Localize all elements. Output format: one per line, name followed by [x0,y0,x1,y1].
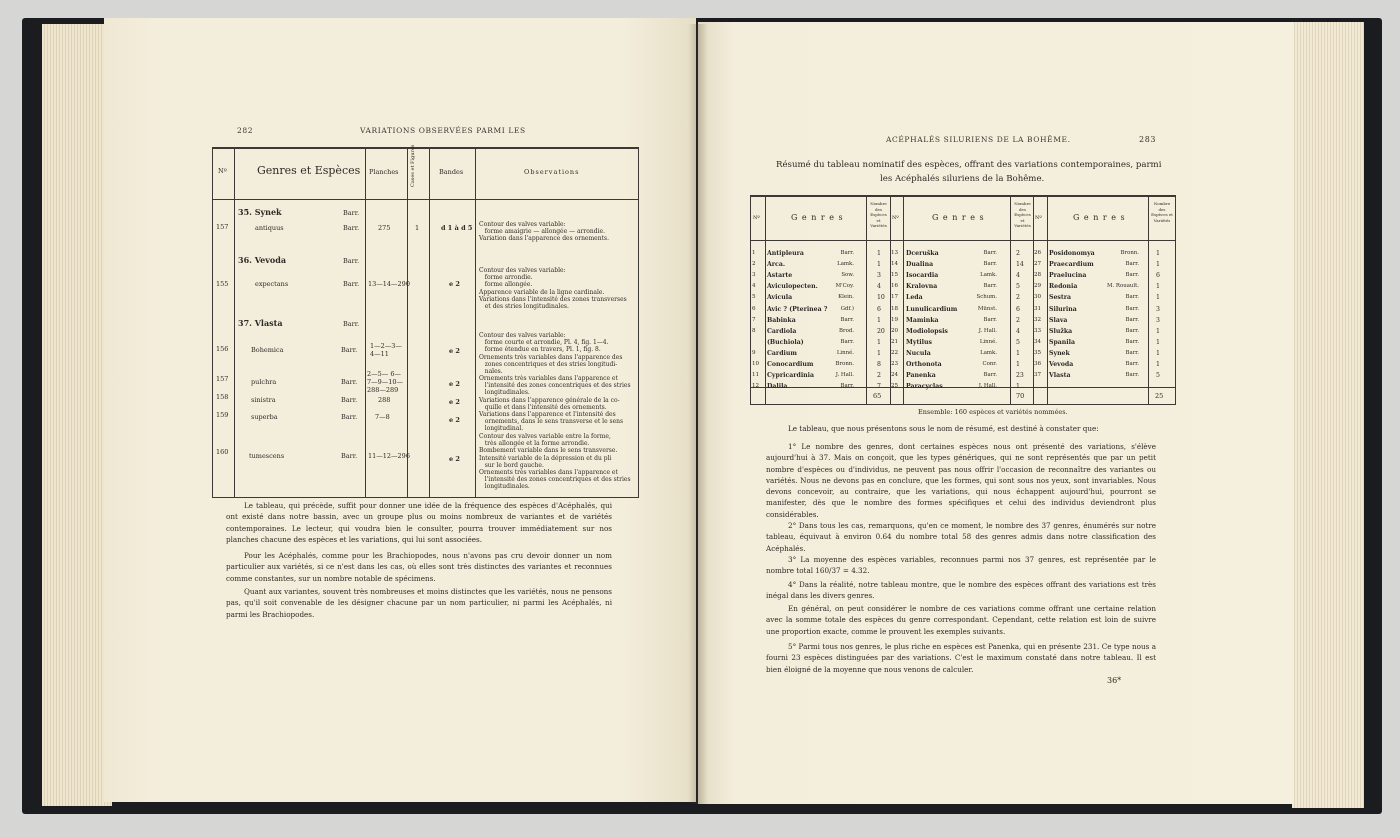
right-paragraph: 1° Le nombre des genres, dont certaines espèces nous ont présenté des variations, s'élève aujourd'hui à 37. Mais on conçoit, que les types génériques, qui ne sont représentés que par un petit nombre d'espèces ou d'individus, ne peuvent pas nous offrir l'occasion de reconnaître des variantes ou variétés. Nous ne devons pas en conclure, que les formes, qui sont sous nos yeux, sont invariables. Nous devons concevoir, au contraire, que les variations, qui nous échappent aujourd'hui, pourront se manifester, dès que le nombre des formes spécifiques et celui des individus deviendront plus considérables. [766,442,1156,519]
summary-author: Barr. [1125,316,1139,323]
summary-count: 1 [1156,327,1160,335]
col-header-genres: G e n r e s [932,213,985,222]
summary-author: Barr. [1125,338,1139,345]
row-no: 158 [216,393,229,401]
summary-no: 13 [891,250,899,256]
summary-author: Lamk. [980,349,997,356]
summary-genus: Silurina [1049,305,1077,313]
summary-count: 5 [1016,283,1020,291]
genus-heading: 35. Synek [238,207,282,217]
summary-count: 1 [877,338,881,346]
summary-row [890,381,1033,392]
summary-genus: Orthonota [906,361,942,368]
col-header-observations: Observations [524,168,580,176]
summary-author: Barr. [983,261,997,268]
ensemble-note: Ensemble: 160 espèces et variétés nommées. [918,408,1068,416]
summary-author: Brod. [839,327,854,334]
species-author: Barr. [343,280,360,288]
summary-author: J. Hall. [978,327,997,334]
summary-genus: Dceruška [906,250,939,257]
observations: Variations dans l'apparence et l'intensité des ornements, dans le sens transverse et le sens longitudinal. [479,411,624,433]
summary-count: 2 [1016,316,1020,324]
summary-count: 1 [877,261,881,269]
summary-row [751,370,890,381]
species-author: Barr. [341,378,358,386]
summary-author: M. Rouault. [1106,283,1139,290]
summary-count: 7 [877,383,881,391]
summary-no: 14 [891,261,899,268]
summary-row [1033,304,1175,315]
variations-table [212,144,639,498]
summary-no: 28 [1034,272,1042,279]
summary-no: 6 [752,305,756,312]
summary-row [890,248,1033,259]
summary-count: 1 [1156,250,1160,257]
summary-no: 29 [1034,283,1042,290]
right-paragraph: Le tableau, que nous présentons sous le nom de résumé, est destiné à constater que: [788,424,1099,433]
right-paragraph: 3° La moyenne des espèces variables, reconnues parmi nos 37 genres, est représentée par le nombre total 160/37 = 4.32. [766,555,1156,576]
summary-row [1033,337,1175,348]
summary-no: 22 [891,349,899,356]
summary-row [751,270,890,281]
summary-author: Barr. [983,316,997,323]
col-header-count: Nombre des Espèces et Variétés [870,201,887,228]
summary-genus: Lunulicardium [906,305,958,313]
summary-genus: Synek [1049,349,1070,357]
genus-heading: 36. Vevoda [238,255,287,265]
genus-heading: 37. Vlasta [238,318,283,328]
left-paragraph: Quant aux variantes, souvent très nombreuses et moins distinctes que les variétés, nous ne pensons pas, qu'il soit convenable de les désigner chacune par un nom particulier, ni parmi les Acéphalés, ni parmi les Brachiopodes. [226,587,612,619]
summary-no: 37 [1034,372,1042,379]
summary-author: Barr. [983,283,997,290]
planches: 2—5— 6— 7—9—10— 288—289 [367,370,404,394]
summary-row [1033,348,1175,359]
summary-count: 1 [1156,261,1160,269]
left-paragraph: Le tableau, qui précède, suffit pour donner une idée de la fréquence des espèces d'Acéphalés, qui ont existé dans notre bassin, avec un groupe plus ou moins nombreux de variantes et de variétés contemporaines. Le lecteur, qui voudra bien le consulter, pourra trouver immédiatement sur nos planches chacune des espèces et les variations, qui lui sont associées. [226,501,612,544]
summary-row [890,270,1033,281]
summary-count: 3 [1156,316,1160,324]
total: 70 [1016,392,1025,400]
signature-mark: 36* [1107,676,1122,685]
summary-genus: Nucula [906,349,931,357]
bandes: e 2 [449,347,460,355]
row-no: 155 [216,280,229,288]
summary-count: 1 [1156,294,1160,302]
summary-row [890,370,1033,381]
summary-row [751,337,890,348]
species-author: Barr. [341,396,358,404]
summary-no: 31 [1034,305,1042,312]
genus-author: Barr. [343,209,360,217]
summary-genus: Cardium [767,349,797,357]
summary-author: Lamk. [980,272,997,279]
total: 25 [1155,392,1164,400]
summary-genus: Astarte [767,272,793,280]
col-header-no: Nº [218,167,227,175]
summary-genus: Paracyclas [906,383,943,391]
summary-count: 6 [1156,272,1160,280]
summary-count: 6 [1016,305,1020,313]
summary-genus: Slava [1049,316,1068,324]
summary-no: 34 [1034,338,1042,345]
summary-row [751,348,890,359]
summary-author: M'Coy. [835,283,854,290]
summary-no: 4 [752,283,756,290]
summary-row [890,337,1033,348]
summary-row [751,315,890,326]
summary-count: 3 [877,272,881,280]
summary-author: Bronn. [1120,250,1139,256]
summary-author: Sow. [841,272,854,279]
summary-author: Conr. [982,361,997,367]
row-no: 160 [216,448,229,456]
summary-no: 10 [752,361,760,367]
summary-genus: Maminka [906,316,939,324]
summary-no: 24 [891,372,899,379]
bandes: e 2 [449,455,460,463]
right-paragraph: 4° Dans la réalité, notre tableau montre, que le nombre des espèces offrant des variations est très inégal dans les divers genres. [766,580,1156,601]
planches: 7—8 [375,413,390,421]
running-head-left: VARIATIONS OBSERVÉES PARMI LES [360,126,526,135]
summary-no: 23 [891,361,899,367]
summary-author: Münst. [977,305,997,312]
bandes: e 2 [449,280,460,288]
summary-author: Barr. [1125,272,1139,279]
summary-author: J. Hall. [978,383,997,390]
summary-author: Schum. [976,294,997,301]
summary-no: 21 [891,338,899,345]
summary-count: 3 [1156,305,1160,313]
left-page-edges [42,24,112,806]
summary-no: 36 [1034,361,1042,367]
summary-count: 5 [1156,372,1160,380]
summary-author: Klein. [838,294,854,301]
summary-row [1033,259,1175,270]
summary-author: Barr. [1125,305,1139,312]
summary-count: 1 [1016,349,1020,357]
summary-row [890,348,1033,359]
summary-row [751,381,890,392]
summary-genus: Conocardium [767,361,814,368]
summary-genus: Aviculopecten. [767,283,818,291]
summary-count: 1 [1016,383,1020,391]
summary-author: Bronn. [835,361,854,367]
summary-author: Barr. [1125,372,1139,379]
summary-count: 23 [1016,372,1024,380]
summary-genus: Posidonomya [1049,250,1095,257]
summary-title-2: les Acéphalés siluriens de la Bohême. [880,174,1045,184]
summary-genus: Redonia [1049,283,1078,291]
book-gutter [688,24,708,804]
planches: 13—14—290 [368,280,410,288]
left-paragraph: Pour les Acéphalés, comme pour les Brachiopodes, nous n'avons pas cru devoir donner un nom particulier aux variétés, si ce n'est dans les cas, où elles sont très distinctes des variantes et reconnues comme constantes, sur un nombre notable de spécimens. [226,551,612,583]
summary-no: 9 [752,349,756,356]
cases: 1 [415,224,420,232]
species-author: Barr. [341,413,358,421]
summary-author: Barr. [840,250,854,256]
summary-genus: Vlasta [1049,372,1071,380]
summary-count: 2 [1016,250,1020,257]
summary-genus: Avicula [767,294,793,302]
summary-row [1033,359,1175,370]
summary-genus: Služka [1049,327,1073,335]
summary-author: Linné. [836,349,854,356]
species-name: antiquus [255,224,284,232]
summary-no: 32 [1034,316,1042,323]
summary-genus: Spanila [1049,338,1076,346]
col-header-count: Nombre des Espèces et Variétés [1151,201,1173,223]
species-name: superba [251,413,278,421]
bandes: d 1 à d 5 [441,224,473,232]
summary-count: 8 [877,361,881,368]
summary-row [751,248,890,259]
summary-genus: Praecardium [1049,261,1094,269]
summary-author: Lamk. [837,261,854,268]
summary-row [890,292,1033,303]
summary-no: 25 [891,383,899,390]
bandes: e 2 [449,380,460,388]
summary-row [890,259,1033,270]
bandes: e 2 [449,416,460,424]
summary-count: 4 [1016,272,1020,280]
summary-count: 4 [877,283,881,291]
summary-count: 2 [1016,294,1020,302]
summary-author: Barr. [1125,327,1139,334]
summary-no: 11 [752,372,760,379]
summary-count: 6 [877,305,881,313]
summary-count: 1 [1156,349,1160,357]
planches: 11—12—296 [368,452,410,460]
observations: Variations dans l'apparence générale de la co- quille et dans l'intensité des ornements. [479,397,620,412]
col-header-genres: Genres et Espèces [257,164,361,177]
summary-count: 20 [877,327,885,335]
summary-table [750,195,1176,405]
summary-no: 20 [891,327,899,334]
summary-genus: Sestra [1049,294,1072,302]
page-number-left: 282 [237,126,254,135]
summary-row [1033,370,1175,381]
col-header-no: Nº [1035,215,1042,221]
summary-count: 4 [1016,327,1020,335]
summary-genus: Vevoda [1049,361,1074,368]
summary-row [1033,292,1175,303]
summary-row [890,326,1033,337]
summary-row [890,304,1033,315]
summary-genus: Kralovna [906,283,938,291]
summary-row [751,292,890,303]
observations: Contour des valves variable: forme amaigrie — allongée — arrondie. Variation dans l'apparence des ornements. [479,221,609,243]
genus-author: Barr. [343,257,360,265]
summary-row [1033,281,1175,292]
summary-author: Barr. [1125,294,1139,301]
summary-row [1033,270,1175,281]
species-name: pulchra [251,378,277,386]
summary-genus: Antipleura [767,250,804,257]
right-page-edges [1292,22,1364,808]
species-name: tumescens [249,452,285,460]
col-header-count: Nombre des Espèces et Variétés [1014,201,1031,228]
summary-count: 10 [877,294,885,302]
summary-genus: Dalila [767,383,788,391]
summary-author: Barr. [840,338,854,345]
observations: Contour des valves variable: forme courte et arrondie, Pl. 4, fig. 1—4. forme étendue en travers, Pl. 1, fig. 8. Ornements très variables dans l'apparence des zones concentriques et des stries longitudi- nales. [479,332,623,376]
summary-author: Barr. [983,372,997,379]
col-header-planches: Planches [369,168,399,176]
species-name: Bohemica [251,346,284,354]
summary-no: 1 [752,250,756,256]
col-header-bandes: Bandes [439,168,464,176]
running-head-right: ACÉPHALÉS SILURIENS DE LA BOHÊME. [886,135,1071,144]
planches: 1—2—3— 4—11 [370,342,402,358]
summary-row [1033,248,1175,259]
summary-no: 7 [752,316,756,323]
summary-title: Résumé du tableau nominatif des espèces, offrant des variations contemporaines, parmi [776,160,1162,170]
species-author: Barr. [341,452,358,460]
right-paragraph: 2° Dans tous les cas, remarquons, qu'en ce moment, le nombre des 37 genres, énumérés sur notre tableau, équivaut à environ 0.64 du nombre total 58 des genres admis dans notre classification des Acéphalés. [766,521,1156,553]
observations: Contour des valves variable entre la forme, très allongée et la forme arrondie. Bombement variable dans le sens transverse. Intensité variable de la dépression et du pli sur le bord gauche. Ornements très variables dans l'apparence et l'intensité des zones concentriques et des stries longitudinales. [479,433,631,491]
summary-no: 5 [752,294,756,301]
summary-count: 1 [877,316,881,324]
summary-count: 1 [877,250,881,257]
summary-count: 1 [1016,361,1020,368]
col-header-no: Nº [753,215,760,221]
summary-no: 35 [1034,349,1042,356]
right-paragraph: 5° Parmi tous nos genres, le plus riche en espèces est Panenka, qui en présente 231. Ce type nous a fourni 23 espèces distinguées par des variations. C'est le maximum constaté dans notre tableau. Il est bien éloigné de la moyenne que nous venons de calculer. [766,642,1156,674]
col-header-cases: Cases et Figures [410,144,416,187]
summary-author: Gdf.) [840,305,854,312]
col-header-genres: G e n r e s [791,213,844,222]
summary-row [751,281,890,292]
observations: Ornements très variables dans l'apparence et l'intensité des zones concentriques et des stries longitudinales. [479,375,631,397]
species-author: Barr. [343,224,360,232]
summary-count: 5 [1016,338,1020,346]
species-author: Barr. [341,346,358,354]
summary-row [751,304,890,315]
summary-count: 1 [1156,361,1160,368]
summary-count: 2 [877,372,881,380]
summary-row [751,326,890,337]
summary-no: 26 [1034,250,1042,256]
summary-no: 2 [752,261,756,268]
summary-row [1033,315,1175,326]
summary-author: Barr. [1125,349,1139,356]
planches: 275 [378,224,391,232]
bandes: e 2 [449,398,460,406]
col-header-genres: G e n r e s [1073,213,1126,222]
summary-genus: Dualina [906,261,934,269]
summary-author: J. Hall. [835,372,854,379]
summary-author: Barr. [1125,361,1139,367]
row-no: 159 [216,411,229,419]
summary-no: 27 [1034,261,1042,268]
summary-no: 12 [752,383,760,390]
summary-author: Barr. [983,250,997,256]
page-number-right: 283 [1139,135,1157,144]
row-no: 156 [216,345,229,353]
summary-genus: Avic ? (Pterinea ? [767,305,828,313]
summary-no: 8 [752,327,756,334]
summary-row [1033,326,1175,337]
summary-count: 14 [1016,261,1024,269]
planches: 288 [378,396,391,404]
summary-no: 19 [891,316,899,323]
summary-no: 16 [891,283,899,290]
summary-count: 1 [1156,283,1160,291]
summary-no: 3 [752,272,756,279]
summary-genus: Modiolopsis [906,327,948,335]
summary-genus: Mytilus [906,338,932,346]
summary-genus: (Buchiola) [767,338,804,346]
summary-genus: Praelucina [1049,272,1087,280]
summary-author: Barr. [840,383,854,390]
summary-genus: Isocardia [906,272,939,280]
summary-genus: Cypricardinia [767,372,815,380]
summary-genus: Leda [906,294,923,302]
species-name: sinistra [251,396,276,404]
summary-row [890,281,1033,292]
summary-author: Barr. [840,316,854,323]
summary-no: 15 [891,272,899,279]
row-no: 157 [216,375,229,383]
row-no: 157 [216,223,229,231]
summary-row [890,359,1033,370]
summary-row [751,259,890,270]
summary-genus: Panenka [906,372,936,380]
summary-author: Barr. [1125,261,1139,268]
summary-count: 1 [877,349,881,357]
summary-no: 17 [891,294,899,301]
summary-genus: Arca. [767,261,785,269]
total: 65 [873,392,882,400]
summary-row [751,359,890,370]
right-paragraph: En général, on peut considérer le nombre de ces variations comme offrant une certaine relation avec la somme totale des espèces du genre correspondant. Cependant, cette relation est loin de suivre une proportion exacte, comme le prouvent les exemples suivants. [766,604,1156,636]
summary-row [890,315,1033,326]
species-name: expectans [255,280,289,288]
summary-count: 1 [1156,338,1160,346]
summary-genus: Cardiola [767,327,797,335]
summary-genus: Babinka [767,316,796,324]
genus-author: Barr. [343,320,360,328]
col-header-no: Nº [892,215,899,221]
summary-no: 30 [1034,294,1042,301]
summary-no: 33 [1034,327,1042,334]
observations: Contour des valves variable: forme arrondie. forme allongée. Apparence variable de la ligne cardinale. Variations dans l'intensité des zones transverses et des stries longitudinales. [479,267,627,311]
summary-author: Linné. [979,338,997,345]
summary-no: 18 [891,305,899,312]
